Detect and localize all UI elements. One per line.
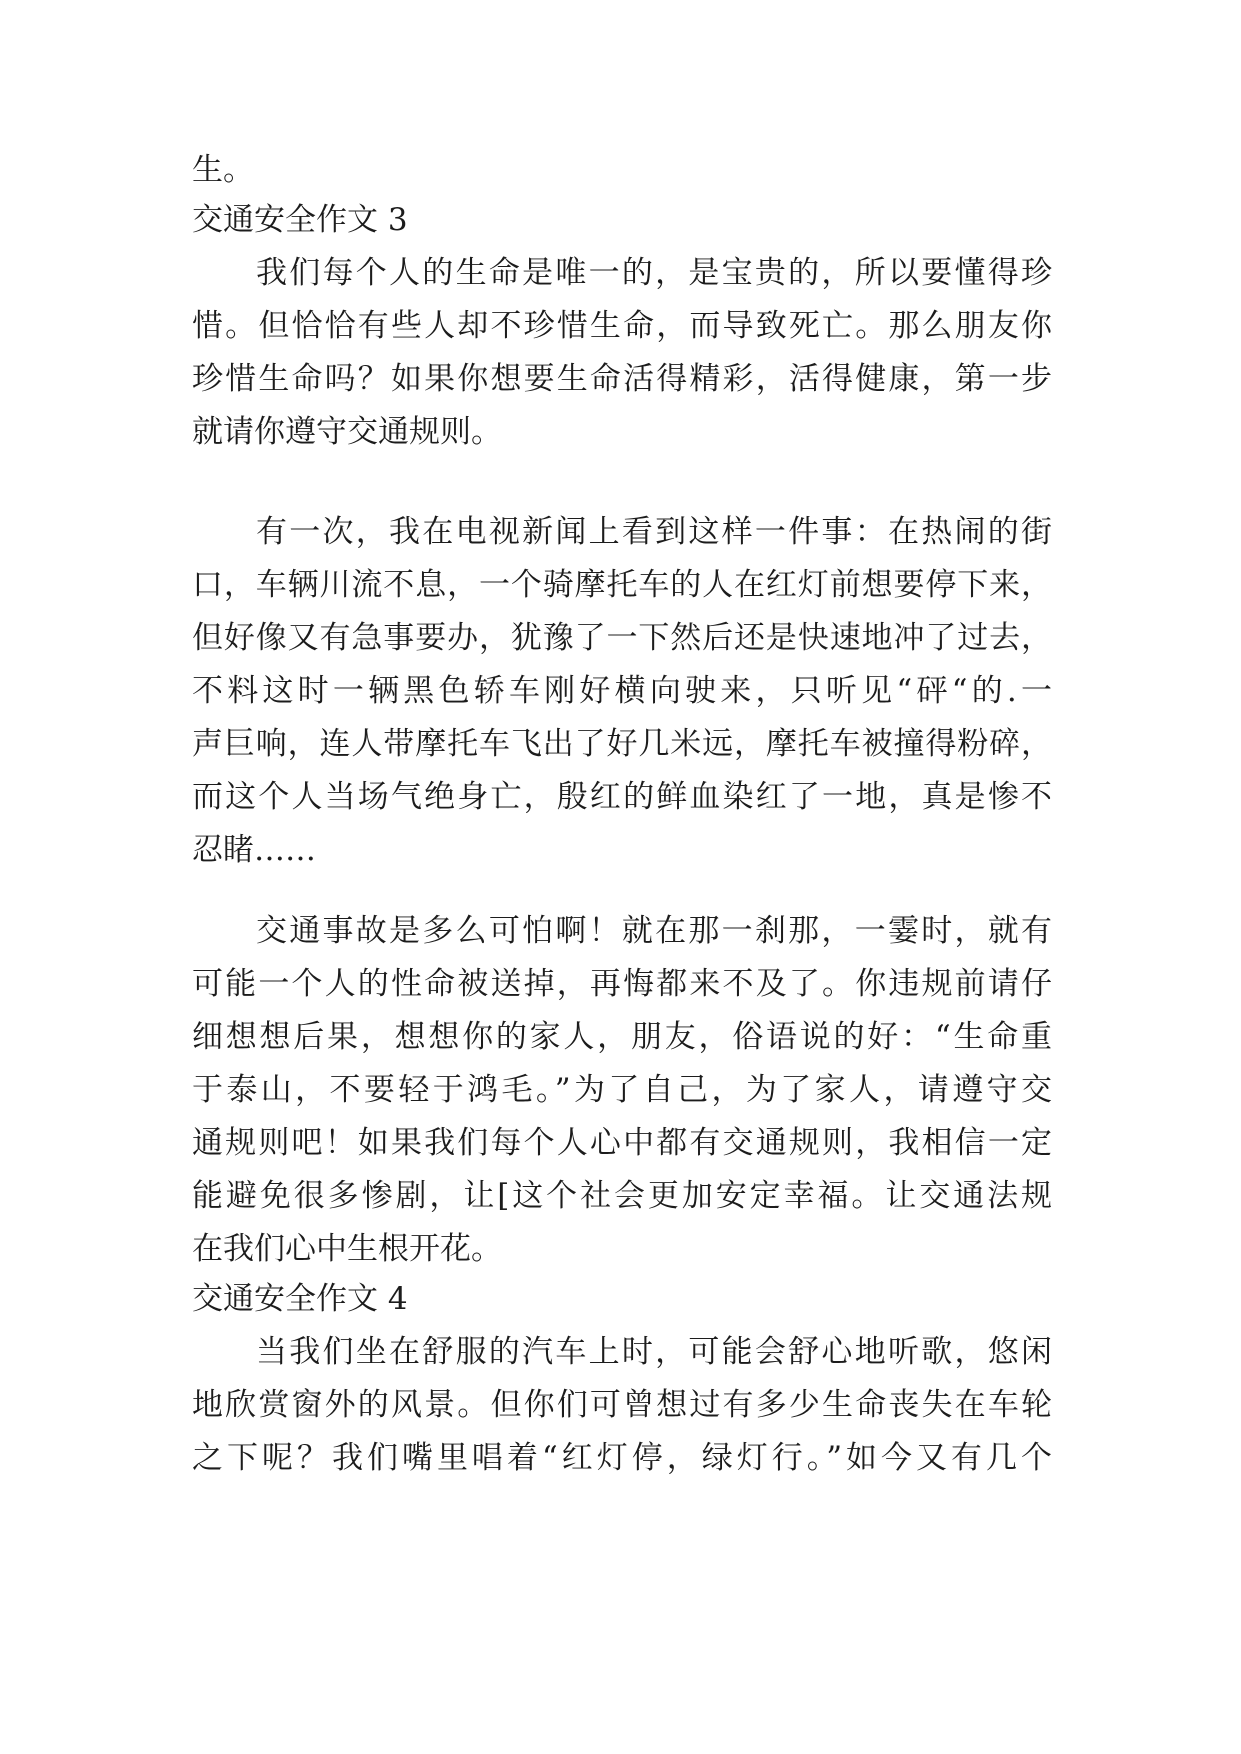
paragraph-line: 惜。但恰恰有些人却不珍惜生命，而导致死亡。那么朋友你 xyxy=(192,308,1052,344)
essay-heading-3: 交通安全作文 3 xyxy=(192,202,408,238)
paragraph-line: 当我们坐在舒服的汽车上时，可能会舒心地听歌，悠闲 xyxy=(256,1334,1052,1370)
essay-heading-4: 交通安全作文 4 xyxy=(192,1281,408,1317)
paragraph-line: 地欣赏窗外的风景。但你们可曾想过有多少生命丧失在车轮 xyxy=(192,1387,1052,1423)
paragraph-end-line: 生。 xyxy=(192,152,254,188)
paragraph-line: 之下呢？我们嘴里唱着“红灯停，绿灯行。”如今又有几个 xyxy=(192,1440,1052,1476)
paragraph-line: 就请你遵守交通规则。 xyxy=(192,414,502,450)
paragraph-line: 声巨响，连人带摩托车飞出了好几米远，摩托车被撞得粉碎， xyxy=(192,726,1052,762)
paragraph-line: 通规则吧！如果我们每个人心中都有交通规则，我相信一定 xyxy=(192,1125,1052,1161)
paragraph-line: 珍惜生命吗？如果你想要生命活得精彩，活得健康，第一步 xyxy=(192,361,1052,397)
paragraph-line: 能避免很多惨剧，让[这个社会更加安定幸福。让交通法规 xyxy=(192,1178,1052,1214)
paragraph-line: 细想想后果，想想你的家人，朋友，俗语说的好：“生命重 xyxy=(192,1019,1052,1055)
paragraph-line: 而这个人当场气绝身亡，殷红的鲜血染红了一地，真是惨不 xyxy=(192,779,1052,815)
paragraph-line: 我们每个人的生命是唯一的，是宝贵的，所以要懂得珍 xyxy=(256,255,1052,291)
paragraph-line: 交通事故是多么可怕啊！就在那一刹那，一霎时，就有 xyxy=(256,913,1052,949)
paragraph-line: 忍睹…… xyxy=(192,832,316,868)
paragraph-line: 口，车辆川流不息，一个骑摩托车的人在红灯前想要停下来， xyxy=(192,567,1052,603)
paragraph-line: 可能一个人的性命被送掉，再悔都来不及了。你违规前请仔 xyxy=(192,966,1052,1002)
paragraph-line: 于泰山，不要轻于鸿毛。”为了自己，为了家人，请遵守交 xyxy=(192,1072,1052,1108)
paragraph-line: 但好像又有急事要办，犹豫了一下然后还是快速地冲了过去， xyxy=(192,620,1052,656)
paragraph-line: 不料这时一辆黑色轿车刚好横向驶来，只听见“砰“的.一 xyxy=(192,673,1052,709)
paragraph-line: 有一次，我在电视新闻上看到这样一件事：在热闹的街 xyxy=(256,514,1052,550)
paragraph-line: 在我们心中生根开花。 xyxy=(192,1231,502,1267)
